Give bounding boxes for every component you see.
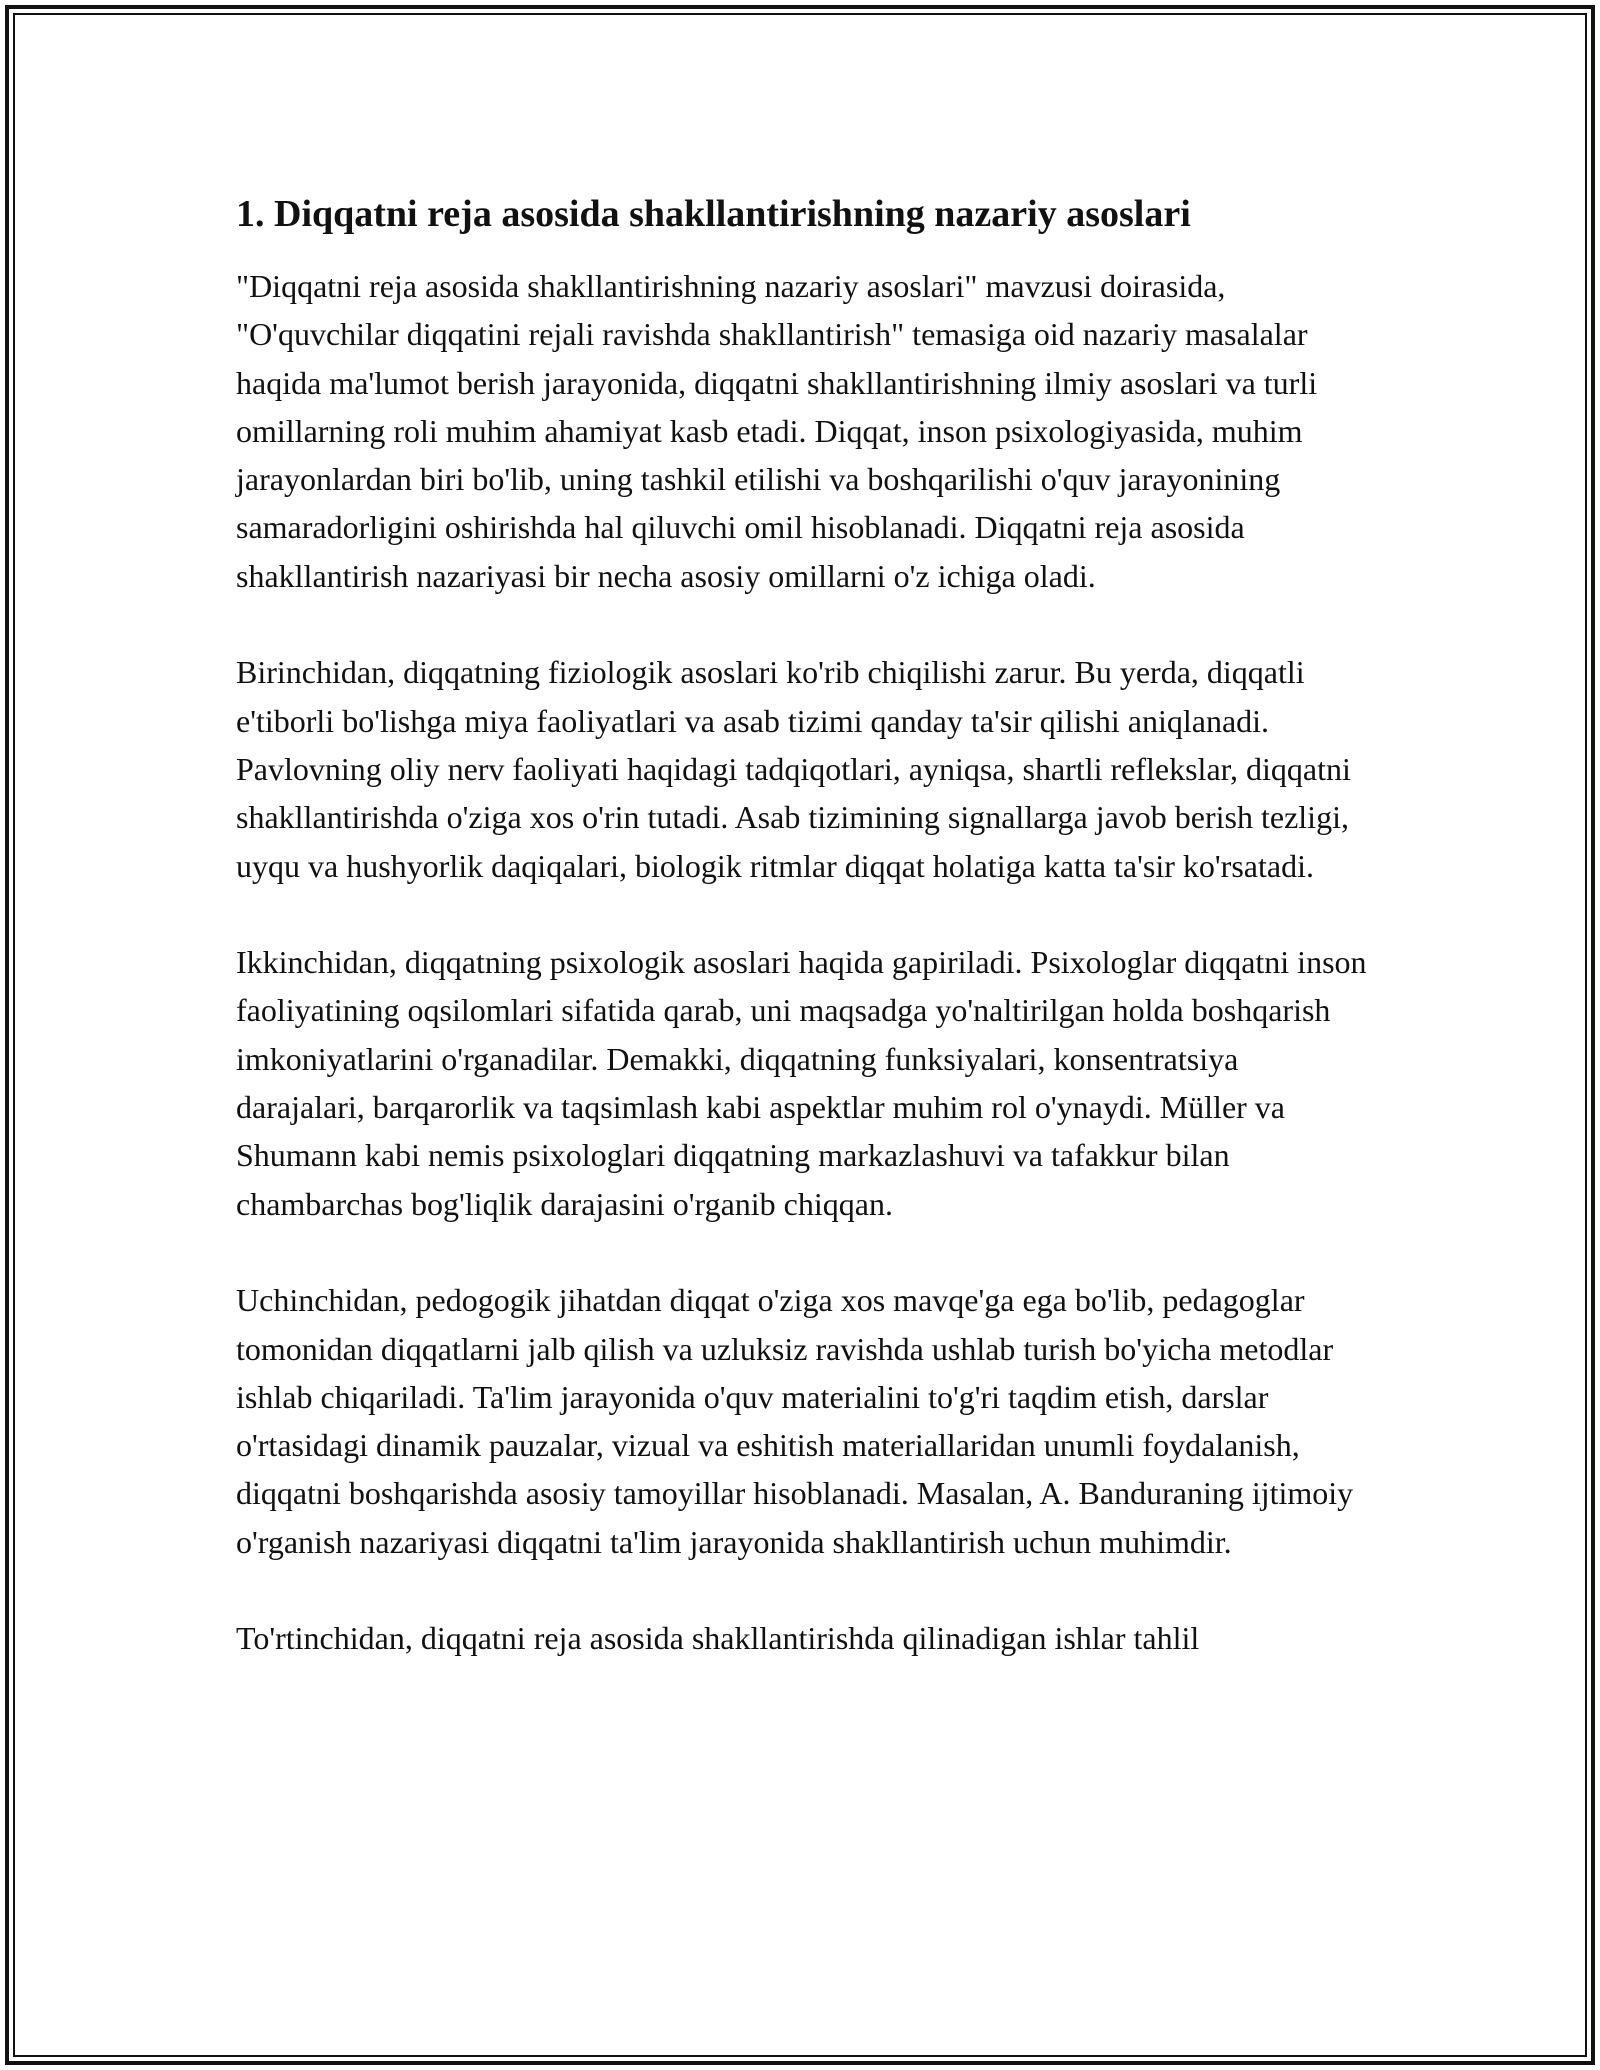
paragraph-intro: "Diqqatni reja asosida shakllantirishning nazariy asoslari" mavzusi doirasida, "O'quvchilar diqqatini rejali ravishda shakllantirish" temasiga oid nazariy masalalar haqida ma'lumot berish jarayonida, diqqatni shakllantirishning ilmiy asoslari va turli omillarning roli muhim ahamiyat kasb etadi. Diqqat, inson psixologiyasida, muhim jarayonlardan biri bo'lib, uning tashkil etilishi va boshqarilishi o'quv jarayonining samaradorligini oshirishda hal qiluvchi omil hisoblanadi. Diqqatni reja asosida shakllantirish nazariyasi bir necha asosiy omillarni o'z ichiga oladi. — [236, 268, 1318, 594]
paragraph-spacer — [236, 600, 1370, 648]
paragraph-spacer — [236, 890, 1370, 938]
paragraph-fourth: To'rtinchidan, diqqatni reja asosida shakllantirishda qilinadigan ishlar tahlil — [236, 1620, 1200, 1657]
paragraph-spacer — [236, 1228, 1370, 1276]
document-body — [236, 188, 1370, 1663]
paragraph-spacer — [236, 1566, 1370, 1614]
paragraph-first: Birinchidan, diqqatning fiziologik asoslari ko'rib chiqilishi zarur. Bu yerda, diqqatli e'tiborli bo'lishga miya faoliyatlari va asab tizimi qanday ta'sir qilishi aniqlanadi. Pavlovning oliy nerv faoliyati haqidagi tadqiqotlari, ayniqsa, shartli reflekslar, diqqatni shakllantirishda o'ziga xos o'rin tutadi. Asab tizimining signallarga javob berish tezligi, uyqu va hushyorlik daqiqalari, biologik ritmlar diqqat holatiga katta ta'sir ko'rsatadi. — [236, 654, 1351, 884]
section-heading: 1. Diqqatni reja asosida shakllantirishning nazariy asoslari — [236, 193, 1191, 235]
paragraph-third: Uchinchidan, pedogogik jihatdan diqqat o'ziga xos mavqe'ga ega bo'lib, pedagoglar tomonidan diqqatlarni jalb qilish va uzluksiz ravishda ushlab turish bo'yicha metodlar ishlab chiqariladi. Ta'lim jarayonida o'quv materialini to'g'ri taqdim etish, darslar o'rtasidagi dinamik pauzalar, vizual va eshitish materiallaridan unumli foydalanish, diqqatni boshqarishda asosiy tamoyillar hisoblanadi. Masalan, A. Banduraning ijtimoiy o'rganish nazariyasi diqqatni ta'lim jarayonida shakllantirish uchun muhimdir. — [236, 1282, 1354, 1560]
paragraph-second: Ikkinchidan, diqqatning psixologik asoslari haqida gapiriladi. Psixologlar diqqatni inson faoliyatining oqsilomlari sifatida qarab, uni maqsadga yo'naltirilgan holda boshqarish imkoniyatlarini o'rganadilar. Demakki, diqqatning funksiyalari, konsentratsiya darajalari, barqarorlik va taqsimlash kabi aspektlar muhim rol o'ynaydi. Müller va Shumann kabi nemis psixologlari diqqatning markazlashuvi va tafakkur bilan chambarchas bog'liqlik darajasini o'rganib chiqqan. — [236, 944, 1367, 1222]
